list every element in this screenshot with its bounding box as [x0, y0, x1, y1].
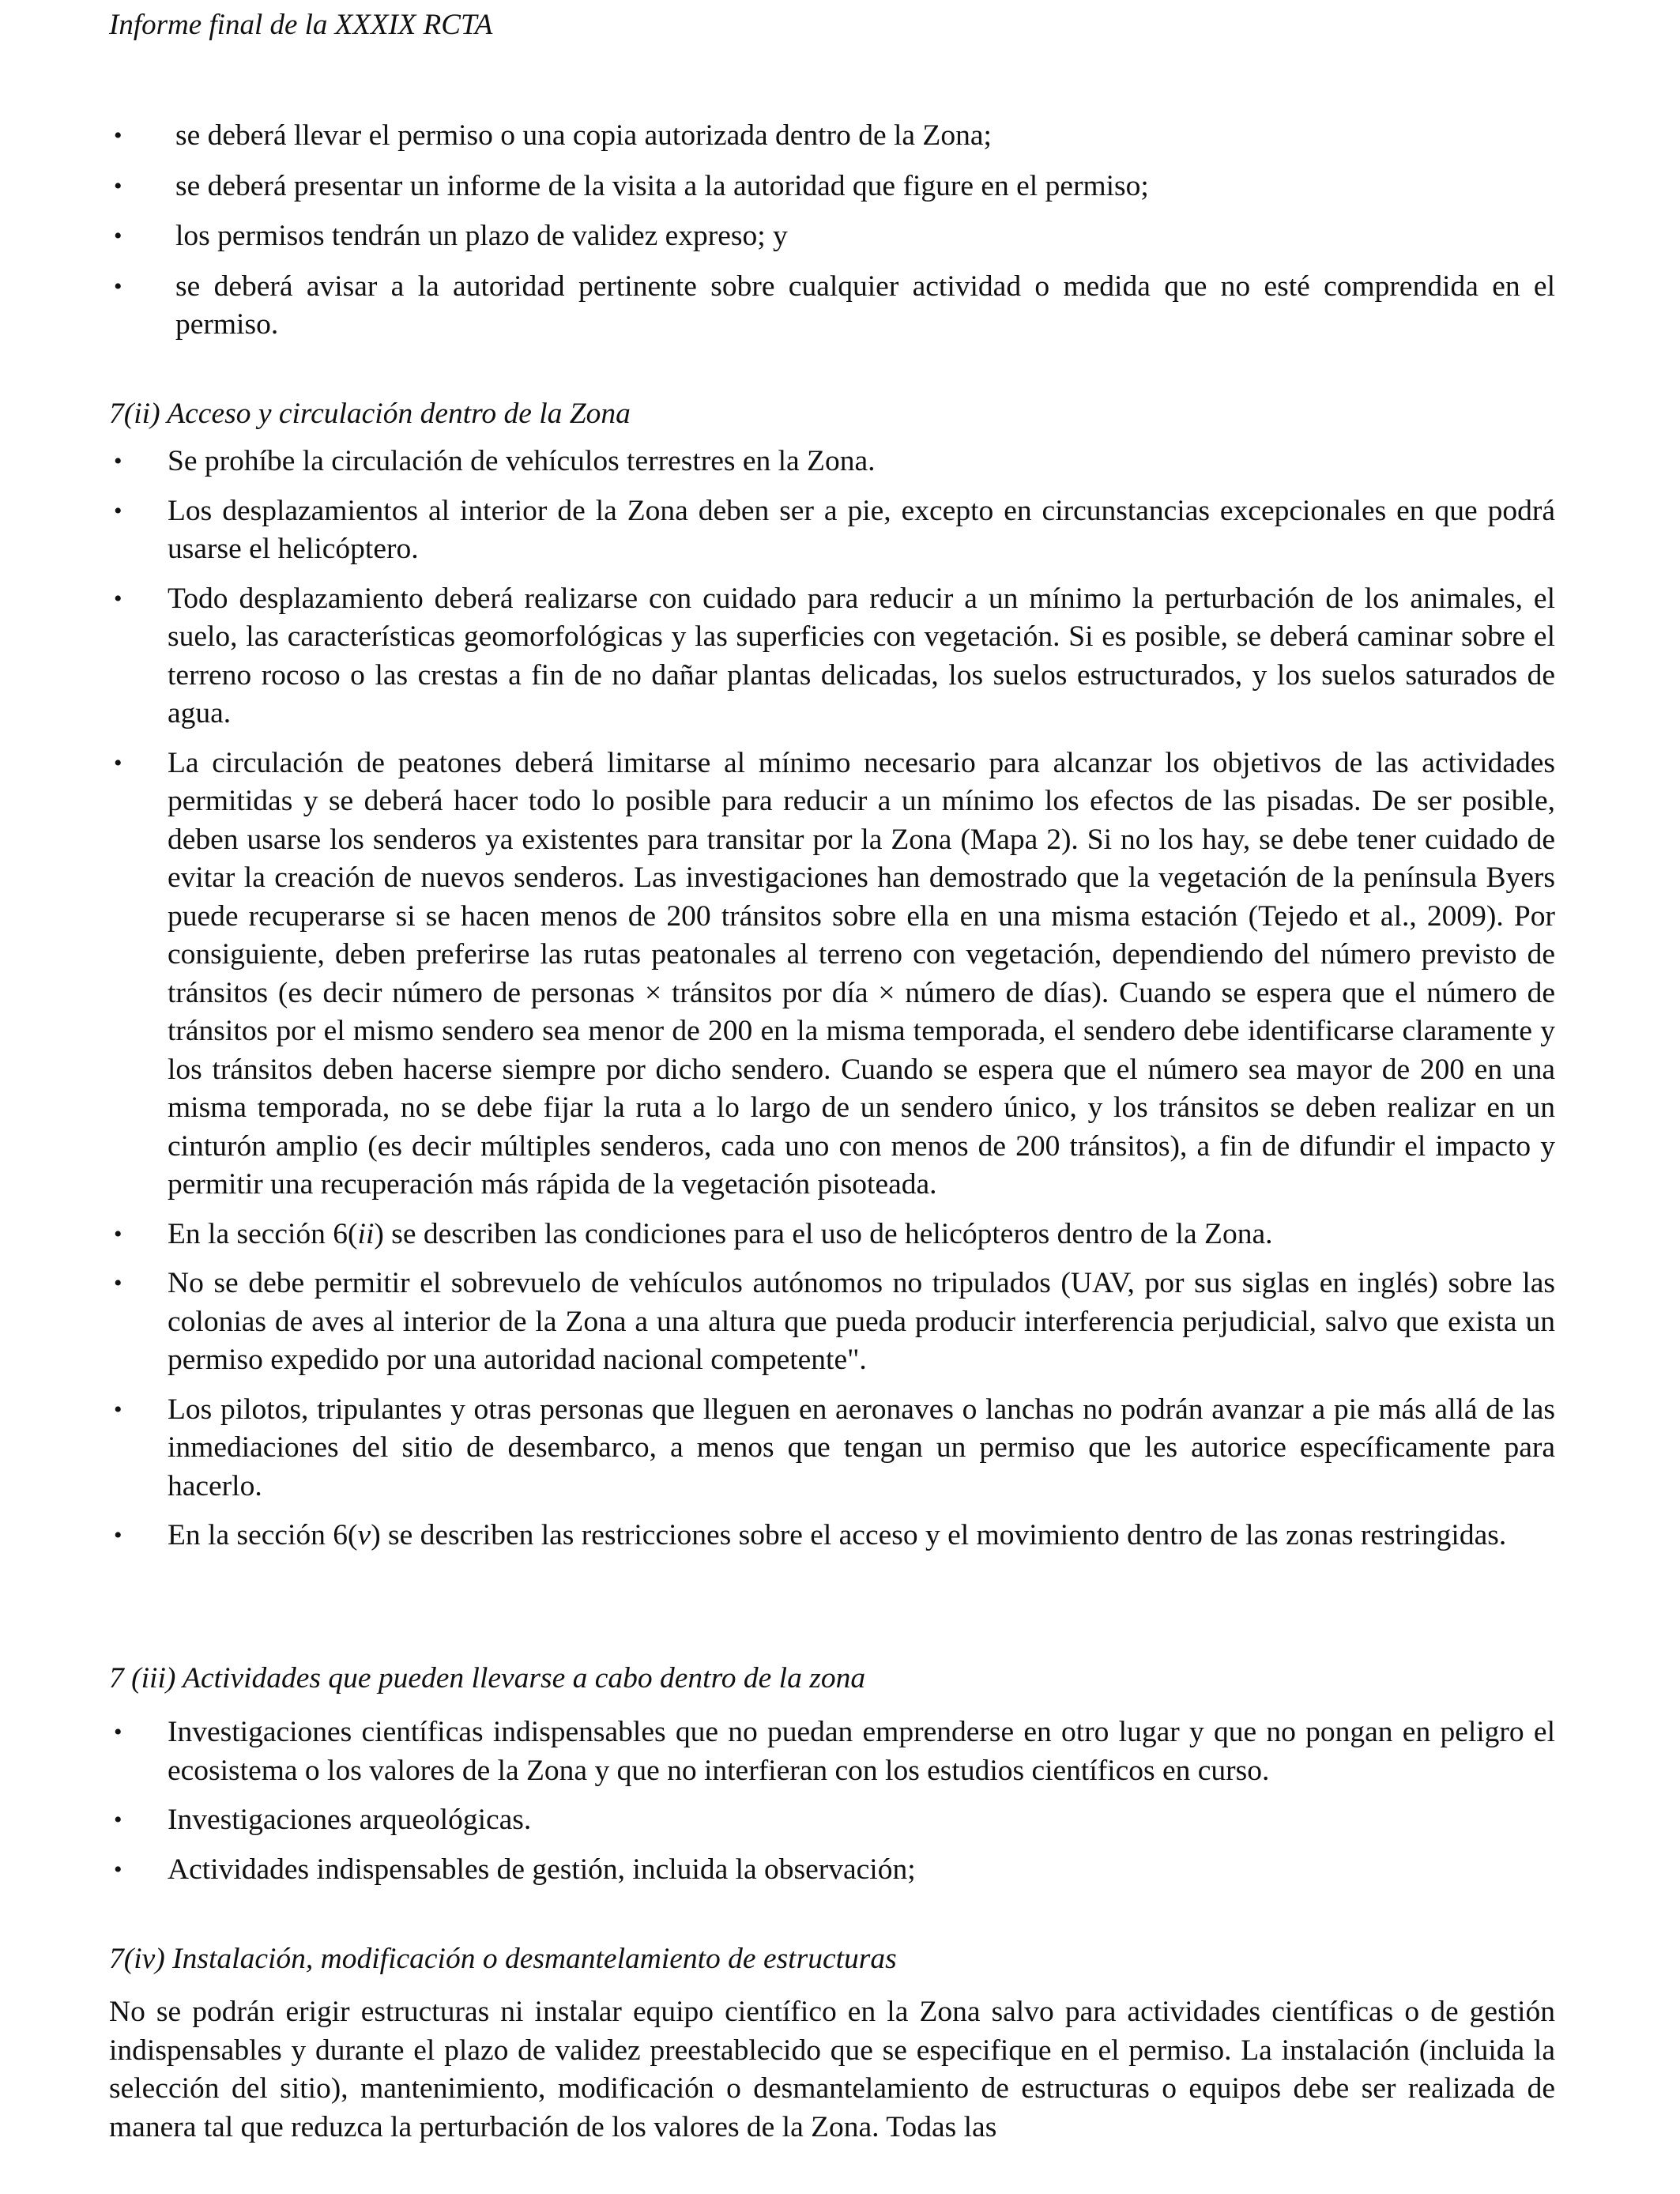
- bullet-icon: •: [114, 1719, 122, 1745]
- list-item-text: Investigaciones arqueológicas.: [168, 1804, 532, 1836]
- bullet-icon: •: [114, 123, 122, 149]
- list-item-text: los permisos tendrán un plazo de validez expreso; y: [175, 220, 788, 252]
- permit-conditions-list: [109, 117, 1555, 356]
- bullet-icon: •: [114, 497, 122, 524]
- list-item: [109, 492, 1555, 569]
- list-item: [109, 1391, 1555, 1506]
- section-heading-iv: 7(iv) Instalación, modificación o desmantelamiento de estructuras: [109, 1943, 897, 1975]
- list-item-text-after: ) se describen las restricciones sobre el acceso y el movimiento dentro de las zonas restringidas.: [371, 1519, 1507, 1551]
- bullet-icon: •: [114, 448, 122, 474]
- access-circulation-list: [109, 443, 1555, 1566]
- list-item: [109, 217, 1555, 256]
- list-item: [109, 1801, 1555, 1840]
- section-heading-iii: 7 (iii) Actividades que pueden llevarse a cabo dentro de la zona: [109, 1662, 866, 1695]
- bullet-icon: •: [114, 223, 122, 249]
- list-item-text: Todo desplazamiento deberá realizarse con cuidado para reducir a un mínimo la perturbación de los animales, el suelo, las características geomorfológicas y las superficies con vegetación. Si es posible, se deberá caminar sobre el terreno rocoso o las crestas a fin de no dañar plantas delicadas, los suelos estructurados, y los suelos saturados de agua.: [168, 582, 1555, 729]
- bullet-icon: •: [114, 1856, 122, 1883]
- list-item-text-before: En la sección 6(: [168, 1519, 358, 1551]
- list-item-text-italic: ii: [357, 1217, 375, 1250]
- list-item-text: se deberá llevar el permiso o una copia autorizada dentro de la Zona;: [175, 119, 992, 152]
- bullet-icon: •: [114, 1522, 122, 1548]
- bullet-icon: •: [114, 1807, 122, 1833]
- list-item-text-italic: v: [357, 1519, 371, 1551]
- section-heading-ii: 7(ii) Acceso y circulación dentro de la Zona: [109, 398, 631, 430]
- list-item: [109, 745, 1555, 1204]
- bullet-icon: •: [114, 273, 122, 300]
- list-item-text: Los desplazamientos al interior de la Zona deben ser a pie, excepto en circunstancias excepcionales en que podrá usarse el helicóptero.: [168, 494, 1555, 565]
- bullet-icon: •: [114, 749, 122, 776]
- list-item-text-before: En la sección 6(: [168, 1217, 358, 1250]
- list-item-text: se deberá avisar a la autoridad pertinente sobre cualquier actividad o medida que no esté comprendida en el permiso.: [175, 270, 1555, 341]
- list-item-text: Actividades indispensables de gestión, incluida la observación;: [168, 1853, 916, 1886]
- list-item: [109, 443, 1555, 481]
- list-item-text: se deberá presentar un informe de la visita a la autoridad que figure en el permiso;: [175, 169, 1149, 202]
- list-item: [109, 117, 1555, 156]
- list-item-text: No se debe permitir el sobrevuelo de vehículos autónomos no tripulados (UAV, por sus siglas en inglés) sobre las colonias de aves al interior de la Zona a una altura que pueda producir interferencia perjudicial, salvo que exista un permiso expedido por una autoridad nacional competente".: [168, 1267, 1555, 1376]
- list-item: [109, 1851, 1555, 1890]
- list-item: [109, 580, 1555, 733]
- bullet-icon: •: [114, 1270, 122, 1296]
- list-item: [109, 1517, 1555, 1555]
- running-header: Informe final de la XXXIX RCTA: [109, 9, 493, 41]
- list-item-text: La circulación de peatones deberá limitarse al mínimo necesario para alcanzar los objetivos de las actividades permitidas y se deberá hacer todo lo posible para reducir a un mínimo los efectos de las pisadas. De ser posible, deben usarse los senderos ya existentes para transitar por la Zona (Mapa 2). Si no los hay, se debe tener cuidado de evitar la creación de nuevos senderos. Las investigaciones han demostrado que la vegetación de la península Byers puede recuperarse si se hacen menos de 200 tránsitos sobre ella en una misma estación (Tejedo et al., 2009). Por consiguiente, deben preferirse las rutas peatonales al terreno con vegetación, dependiendo del número previsto de tránsitos (es decir número de personas × tránsitos por día × número de días). Cuando se espera que el número de tránsitos por el mismo sendero sea menor de 200 en la misma temporada, el sendero debe identificarse claramente y los tránsitos deben hacerse siempre por dicho sendero. Cuando se espera que el número sea mayor de 200 en una misma temporada, no se debe fijar la ruta a lo largo de un sendero único, y los tránsitos se deben realizar en un cinturón amplio (es decir múltiples senderos, cada uno con menos de 200 tránsitos), a fin de difundir el impacto y permitir una recuperación más rápida de la vegetación pisoteada.: [168, 746, 1555, 1201]
- list-item: [109, 268, 1555, 345]
- list-item: [109, 1216, 1555, 1254]
- list-item: [109, 1713, 1555, 1790]
- bullet-icon: •: [114, 1396, 122, 1423]
- list-item-text: Los pilotos, tripulantes y otras personas que lleguen en aeronaves o lanchas no podrán avanzar a pie más allá de las inmediaciones del sitio de desembarco, a menos que tengan un permiso que les autorice específicamente para hacerlo.: [168, 1393, 1555, 1502]
- list-item: [109, 1265, 1555, 1380]
- bullet-icon: •: [114, 1220, 122, 1247]
- permitted-activities-list: [109, 1713, 1555, 1900]
- bullet-icon: •: [114, 585, 122, 612]
- bullet-icon: •: [114, 172, 122, 199]
- list-item-text: Se prohíbe la circulación de vehículos terrestres en la Zona.: [168, 445, 876, 477]
- list-item: [109, 168, 1555, 206]
- list-item-text: Investigaciones científicas indispensables que no puedan emprenderse en otro lugar y que no pongan en peligro el ecosistema o los valores de la Zona y que no interfieran con los estudios científicos en curso.: [168, 1716, 1555, 1787]
- structures-paragraph: No se podrán erigir estructuras ni instalar equipo científico en la Zona salvo para actividades científicas o de gestión indispensables y durante el plazo de validez preestablecido que se especifique en el permiso. La instalación (incluida la selección del sitio), mantenimiento, modificación o desmantelamiento de estructuras o equipos debe ser realizada de manera tal que reduzca la perturbación de los valores de la Zona. Todas las: [109, 1996, 1555, 2143]
- list-item-text-after: ) se describen las condiciones para el uso de helicópteros dentro de la Zona.: [374, 1217, 1273, 1250]
